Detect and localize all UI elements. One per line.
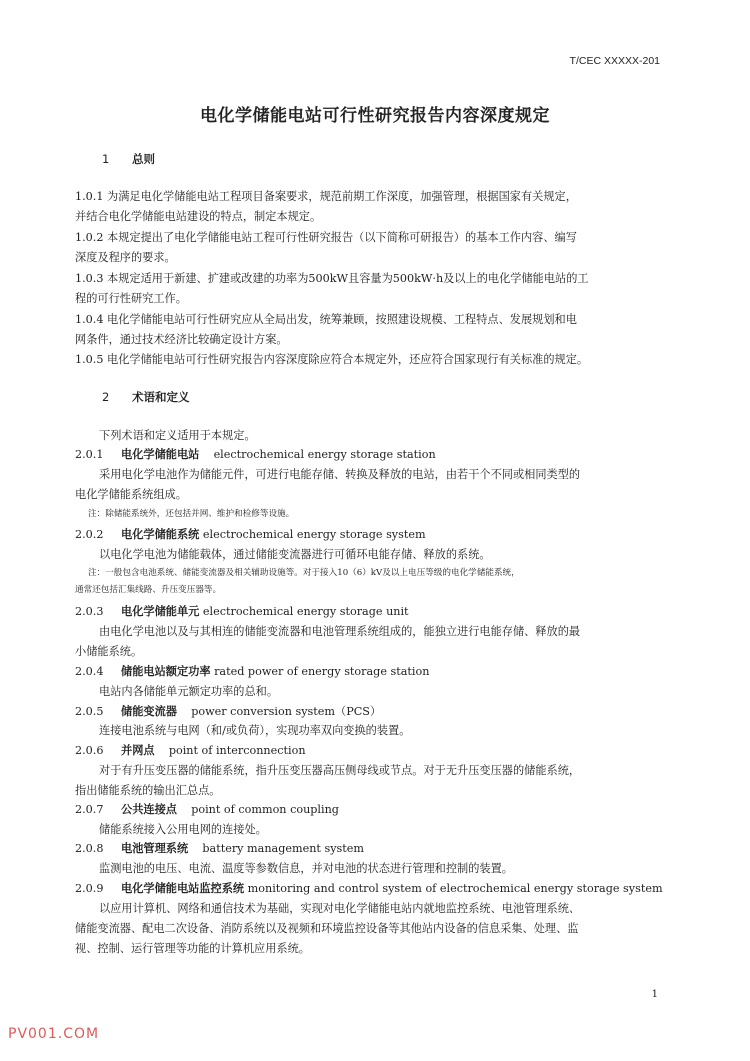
term-heading <box>75 526 426 542</box>
section-heading-general <box>102 151 155 167</box>
term-definition: 储能系统接入公用电网的连接处。 <box>99 823 267 836</box>
term-note: 通常还包括汇集线路、升压变压器等。 <box>75 585 222 595</box>
term-english: electrochemical energy storage unit <box>202 605 409 618</box>
term-name: 储能变流器 <box>121 705 177 718</box>
term-definition: 监测电池的电压、电流、温度等参数信息，并对电池的状态进行管理和控制的装置。 <box>99 862 513 875</box>
term-definition: 由电化学电池以及与其相连的储能变流器和电池管理系统组成的，能独立进行电能存储、释放的最 <box>99 625 581 638</box>
term-name: 电化学储能电站 <box>121 448 200 461</box>
term-heading <box>75 742 306 758</box>
term-definition: 连接电池系统与电网（和/或负荷），实现功率双向变换的装置。 <box>99 724 411 737</box>
term-english: electrochemical energy storage system <box>202 528 426 541</box>
clause-line: 并结合电化学储能电站建设的特点，制定本规定。 <box>75 210 322 223</box>
term-number: 2.0.4 <box>75 665 104 678</box>
term-heading <box>75 603 409 619</box>
term-heading <box>75 880 663 896</box>
clause-line: 网条件，通过技术经济比较确定设计方案。 <box>75 333 288 346</box>
document-title: 电化学储能电站可行性研究报告内容深度规定 <box>200 106 550 126</box>
clause-line: 程的可行性研究工作。 <box>75 292 187 305</box>
standard-number: T/CEC XXXXX-201 <box>569 55 660 67</box>
term-heading <box>75 663 429 679</box>
term-english: battery management system <box>202 842 364 855</box>
term-number: 2.0.1 <box>75 448 104 461</box>
section-number: 1 <box>102 152 110 166</box>
clause-line: 深度及程序的要求。 <box>75 251 176 264</box>
term-english: point of interconnection <box>168 744 306 757</box>
term-number: 2.0.8 <box>75 842 104 855</box>
term-number: 2.0.2 <box>75 528 104 541</box>
term-number: 2.0.7 <box>75 803 104 816</box>
term-name: 电化学储能单元 <box>121 605 200 618</box>
term-number: 2.0.5 <box>75 705 104 718</box>
term-definition: 视、控制、运行管理等功能的计算机应用系统。 <box>75 942 310 955</box>
site-watermark: PV001.COM <box>8 1026 100 1042</box>
term-name: 储能电站额定功率 <box>121 665 211 678</box>
term-heading <box>75 446 436 462</box>
term-definition: 电站内各储能单元额定功率的总和。 <box>99 685 279 698</box>
clause-line: 1.0.4 电化学储能电站可行性研究应从全局出发，统筹兼顾，按照建设规模、工程特点、发展规划和电 <box>75 313 577 326</box>
term-name: 电化学储能系统 <box>121 528 200 541</box>
section-number: 2 <box>102 390 110 404</box>
term-note: 注：一般包含电池系统、储能变流器及相关辅助设施等。对于接入10（6）kV及以上电压等级的电化学储能系统， <box>88 568 520 578</box>
term-heading <box>75 703 381 719</box>
term-name: 并网点 <box>121 744 155 757</box>
term-heading <box>75 840 364 856</box>
term-english: monitoring and control system of electrochemical energy storage system <box>247 882 663 895</box>
terms-intro: 下列术语和定义适用于本规定。 <box>99 429 256 442</box>
term-name: 电化学储能电站监控系统 <box>121 882 245 895</box>
section-heading-terms <box>102 389 190 405</box>
term-heading <box>75 801 339 817</box>
clause-line: 1.0.1 为满足电化学储能电站工程项目备案要求，规范前期工作深度，加强管理，根据国家有关规定， <box>75 190 577 203</box>
term-english: power conversion system（PCS） <box>191 705 382 718</box>
section-title: 术语和定义 <box>132 390 190 404</box>
term-definition: 小储能系统。 <box>75 645 143 658</box>
term-number: 2.0.9 <box>75 882 104 895</box>
term-definition: 以应用计算机、网络和通信技术为基础，实现对电化学储能电站内就地监控系统、电池管理系统、 <box>99 902 581 915</box>
term-english: electrochemical energy storage station <box>213 448 436 461</box>
term-definition: 采用电化学电池作为储能元件，可进行电能存储、转换及释放的电站，由若干个不同或相同类型的 <box>99 468 581 481</box>
term-number: 2.0.3 <box>75 605 104 618</box>
term-english: point of common coupling <box>191 803 339 816</box>
section-title: 总则 <box>132 152 155 166</box>
term-name: 公共连接点 <box>121 803 177 816</box>
term-name: 电池管理系统 <box>121 842 189 855</box>
clause-line: 1.0.2 本规定提出了电化学储能电站工程可行性研究报告（以下简称可研报告）的基本工作内容、编写 <box>75 231 577 244</box>
term-definition: 指出储能系统的输出汇总点。 <box>75 784 221 797</box>
term-definition: 以电化学电池为储能载体，通过储能变流器进行可循环电能存储、释放的系统。 <box>99 548 491 561</box>
clause-line: 1.0.3 本规定适用于新建、扩建或改建的功率为500kW且容量为500kW·h及以上的电化学储能电站的工 <box>75 272 589 285</box>
term-definition: 对于有升压变压器的储能系统，指升压变压器高压侧母线或节点。对于无升压变压器的储能系统， <box>99 764 581 777</box>
term-definition: 电化学储能系统组成。 <box>75 488 187 501</box>
clause-line: 1.0.5 电化学储能电站可行性研究报告内容深度除应符合本规定外，还应符合国家现行有关标准的规定。 <box>75 353 589 366</box>
term-definition: 储能变流器、配电二次设备、消防系统以及视频和环境监控设备等其他站内设备的信息采集、处理、监 <box>75 922 579 935</box>
term-number: 2.0.6 <box>75 744 104 757</box>
term-english: rated power of energy storage station <box>214 665 430 678</box>
term-note: 注：除储能系统外，还包括并网、维护和检修等设施。 <box>88 509 295 519</box>
page-number: 1 <box>651 989 658 1000</box>
